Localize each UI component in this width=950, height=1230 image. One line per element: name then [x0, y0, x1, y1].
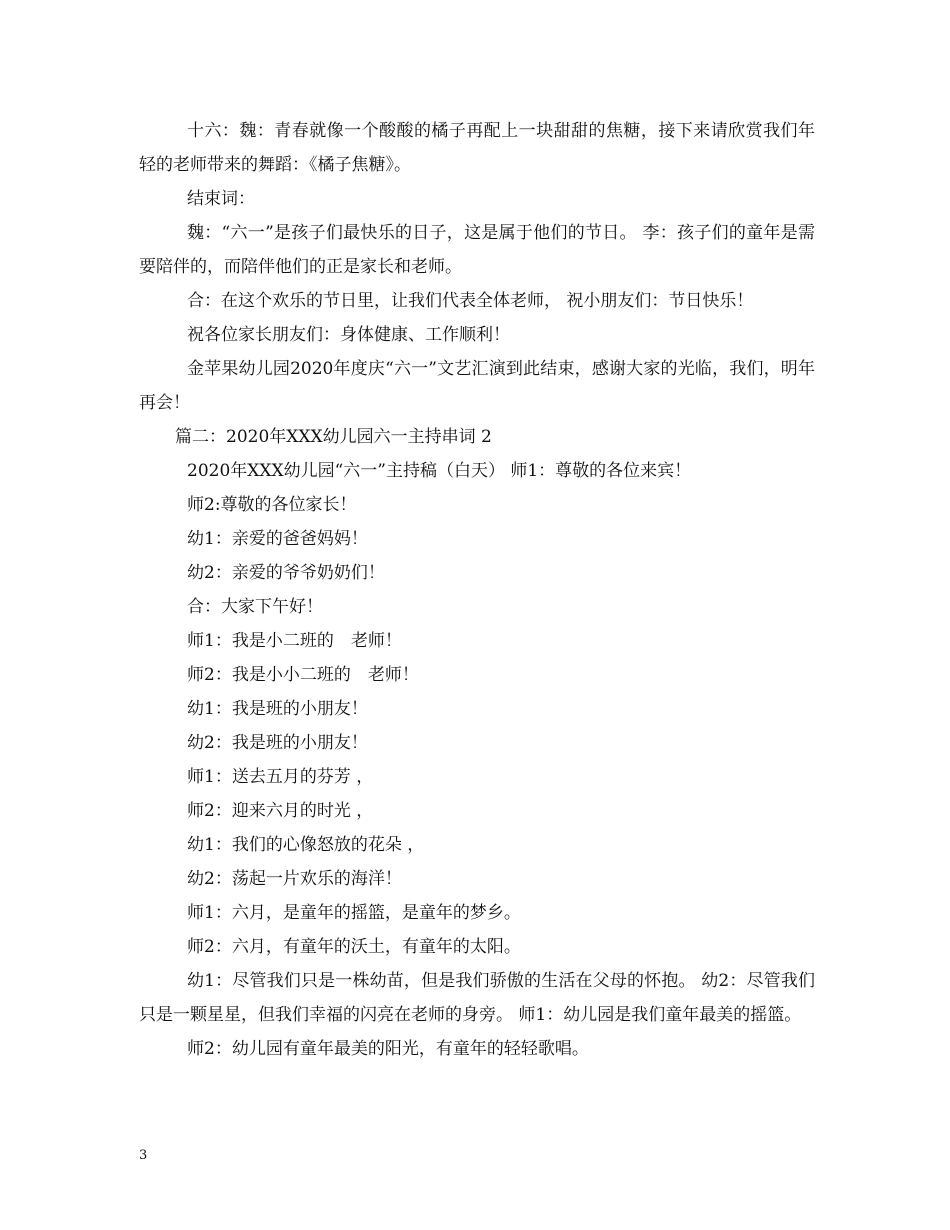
paragraph: 金苹果幼儿园2020年度庆“六一”文艺汇演到此结束，感谢大家的光临，我们，明年再会！ [139, 359, 815, 413]
section-heading: 篇二：2020年XXX幼儿园六一主持串词 2 [175, 427, 492, 447]
paragraph: 师2：迎来六月的时光 ， [187, 801, 374, 821]
paragraph: 祝各位家长朋友们：身体健康、工作顺利！ [187, 325, 510, 345]
paragraph: 幼1：亲爱的爸爸妈妈！ [187, 529, 368, 549]
paragraph: 幼2：我是班的小朋友！ [187, 733, 368, 753]
paragraph: 师2：六月，有童年的沃土，有童年的太阳。 [187, 937, 521, 957]
paragraph: 师1：六月，是童年的摇篮，是童年的梦乡。 [187, 903, 521, 923]
paragraph: 师2：幼儿园有童年最美的阳光，有童年的轻轻歌唱。 [187, 1039, 589, 1059]
paragraph: 合：在这个欢乐的节日里，让我们代表全体老师， 祝小朋友们：节日快乐！ [187, 291, 754, 311]
paragraph: 幼1：尽管我们只是一株幼苗，但是我们骄傲的生活在父母的怀抱。 幼2：尽管我们只是一颗星星，但我们幸福的闪亮在老师的身旁。 师1：幼儿园是我们童年最美的摇篮。 [139, 971, 815, 1025]
paragraph: 合：大家下午好！ [187, 597, 323, 617]
paragraph: 幼2：荡起一片欢乐的海洋！ [187, 869, 402, 889]
paragraph: 师1：送去五月的芬芳 ， [187, 767, 374, 787]
paragraph: 十六：魏：青春就像一个酸酸的橘子再配上一块甜甜的焦糖，接下来请欣赏我们年轻的老师带来的舞蹈：《橘子焦糖》。 [139, 121, 815, 175]
paragraph: 幼2：亲爱的爷爷奶奶们！ [187, 563, 385, 583]
page-number: 3 [139, 1148, 148, 1163]
paragraph: 幼1：我们的心像怒放的花朵 ， [187, 835, 425, 855]
paragraph: 魏：“六一”是孩子们最快乐的日子，这是属于他们的节日。 李：孩子们的童年是需要陪伴的，而陪伴他们的正是家长和老师。 [139, 223, 815, 277]
paragraph: 2020年XXX幼儿园“六一”主持稿（白天） 师1：尊敬的各位来宾！ [187, 461, 692, 481]
document-body [139, 114, 815, 1066]
paragraph: 幼1：我是班的小朋友！ [187, 699, 368, 719]
paragraph: 师1：我是小二班的 老师！ [187, 631, 402, 651]
paragraph: 师2:尊敬的各位家长！ [187, 495, 357, 515]
paragraph: 结束词： [187, 189, 255, 209]
paragraph: 师2：我是小小二班的 老师！ [187, 665, 419, 685]
